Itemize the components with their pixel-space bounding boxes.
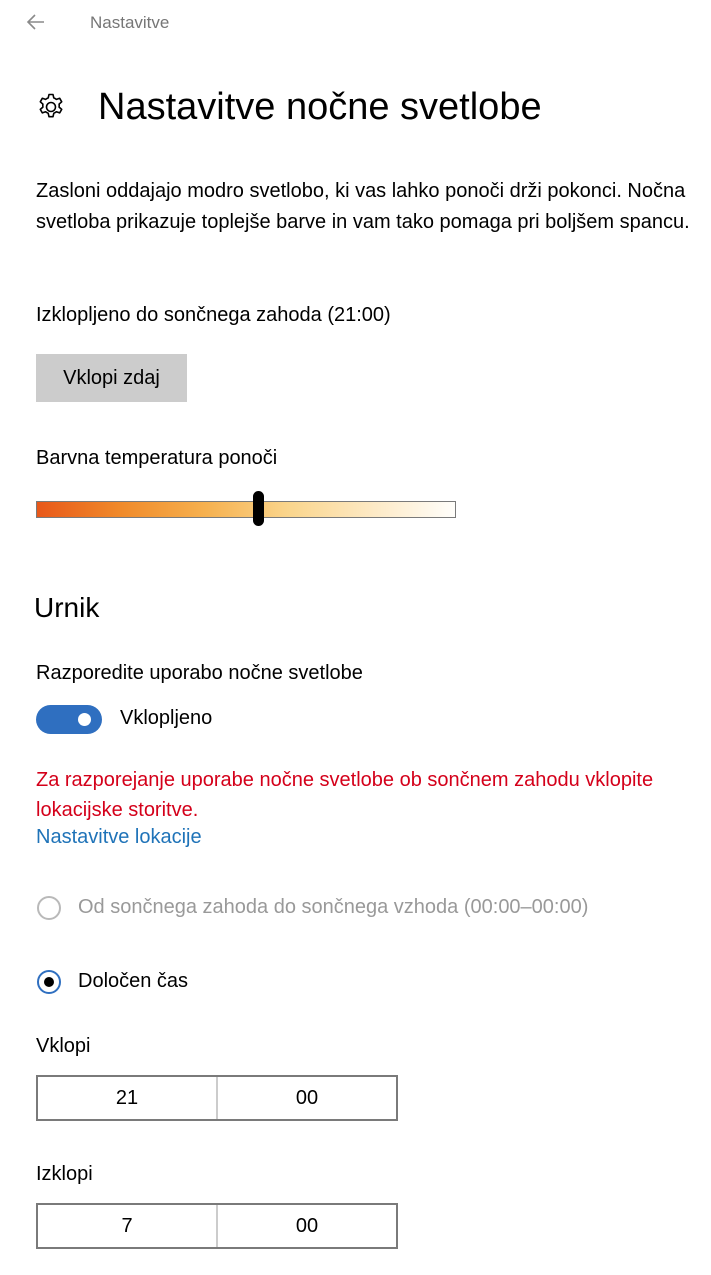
color-temperature-slider-thumb[interactable] <box>253 491 264 526</box>
set-hours-radio-label: Določen čas <box>78 970 189 992</box>
turn-off-time-label: Izklopi <box>36 1163 93 1185</box>
schedule-section-title: Urnik <box>34 592 100 623</box>
page-title: Nastavitve nočne svetlobe <box>98 85 542 128</box>
back-button[interactable] <box>22 8 50 36</box>
window-title: Nastavitve <box>90 13 170 32</box>
sunset-sunrise-radio[interactable] <box>37 896 61 920</box>
description-text: Zasloni oddajajo modro svetlobo, ki vas lahko ponoči drži pokonci. Nočna svetloba prikazuje toplejše barve in vam tako pomaga pri boljšem spancu. <box>36 180 690 233</box>
turn-on-time-label: Vklopi <box>36 1035 91 1057</box>
turn-on-now-button[interactable]: Vklopi zdaj <box>36 354 187 402</box>
turn-off-time-picker[interactable] <box>36 1203 398 1249</box>
set-hours-radio[interactable] <box>37 970 61 994</box>
color-temperature-label: Barvna temperatura ponoči <box>36 447 278 469</box>
gear-icon <box>36 92 66 122</box>
turn-on-time-picker[interactable] <box>36 1075 398 1121</box>
toggle-state-label: Vklopljeno <box>120 707 213 729</box>
radio-selected-dot <box>44 977 54 987</box>
location-settings-link[interactable]: Nastavitve lokacije <box>36 826 202 848</box>
page-header <box>36 82 542 132</box>
status-text: Izklopljeno do sončnega zahoda (21:00) <box>36 304 391 326</box>
title-bar <box>0 0 711 46</box>
back-arrow-icon <box>22 8 50 36</box>
turn-on-hour[interactable]: 21 <box>115 1086 139 1109</box>
turn-off-minute[interactable]: 00 <box>216 1205 396 1247</box>
turn-on-minute[interactable]: 00 <box>216 1077 396 1119</box>
schedule-toggle-switch[interactable] <box>36 705 102 734</box>
sunset-sunrise-radio-label: Od sončnega zahoda do sončnega vzhoda (00:00–00:00) <box>78 896 589 918</box>
toggle-knob <box>78 713 91 726</box>
location-warning-text: Za razporejanje uporabe nočne svetlobe ob sončnem zahodu vklopite lokacijske storitve. <box>36 769 654 821</box>
color-temperature-slider[interactable] <box>36 501 456 518</box>
schedule-toggle-label: Razporedite uporabo nočne svetlobe <box>36 662 363 684</box>
turn-off-hour[interactable]: 7 <box>121 1214 133 1237</box>
